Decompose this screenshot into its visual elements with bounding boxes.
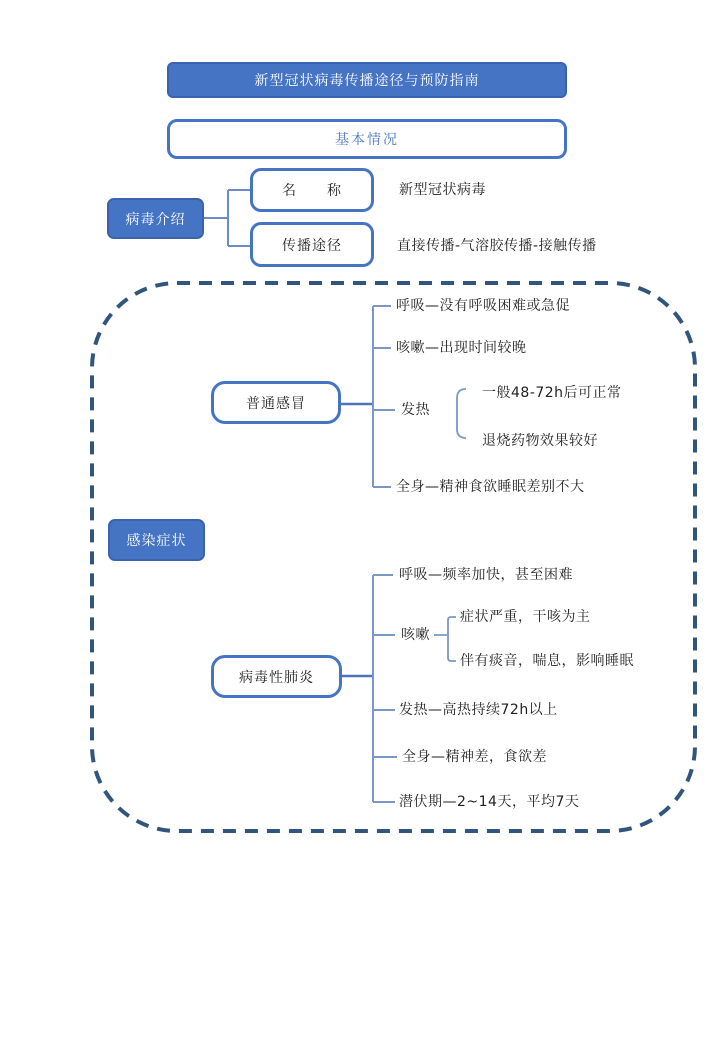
cold-fever-sub1-text: 一般48-72h后可正常 — [482, 385, 622, 401]
pneumonia-cough-sub1-text: 症状严重，干咳为主 — [460, 609, 591, 625]
pneumonia-cough-sub2-text: 伴有痰音，喘息，影响睡眠 — [460, 653, 634, 669]
pneumonia-cough-bracket — [434, 617, 456, 661]
route-label-node: 传播途径 — [250, 222, 374, 267]
name-value-text: 新型冠状病毒 — [399, 182, 486, 198]
pneumonia-cough-text: 咳嗽 — [401, 627, 430, 643]
cold-cough-text: 咳嗽—出现时间较晚 — [396, 340, 527, 356]
name-label-node: 名 称 — [250, 168, 374, 212]
cold-fever-text: 发热 — [401, 402, 430, 418]
basic-info-node: 基本情况 — [167, 119, 567, 159]
cold-branches — [373, 306, 395, 487]
symptoms-node: 感染症状 — [108, 519, 205, 561]
pneumonia-fever-text: 发热—高热持续72h以上 — [399, 702, 558, 718]
cold-fever-bracket — [457, 389, 466, 438]
cold-general-text: 全身—精神食欲睡眠差别不大 — [396, 479, 585, 495]
page-title: 新型冠状病毒传播途径与预防指南 — [167, 62, 567, 98]
cold-breath-text: 呼吸—没有呼吸困难或急促 — [396, 298, 570, 314]
pneumonia-general-text: 全身—精神差，食欲差 — [402, 749, 547, 765]
common-cold-node: 普通感冒 — [211, 381, 341, 424]
pneumonia-incubation-text: 潜伏期—2~14天，平均7天 — [399, 794, 580, 810]
virus-intro-fork — [203, 190, 250, 246]
virus-intro-node: 病毒介绍 — [107, 198, 204, 239]
route-value-text: 直接传播-气溶胶传播-接触传播 — [397, 238, 597, 254]
pneumonia-breath-text: 呼吸—频率加快，甚至困难 — [399, 567, 573, 583]
cold-fever-sub2-text: 退烧药物效果较好 — [482, 433, 598, 449]
viral-pneumonia-node: 病毒性肺炎 — [211, 655, 342, 698]
pneumonia-branches — [373, 575, 397, 802]
